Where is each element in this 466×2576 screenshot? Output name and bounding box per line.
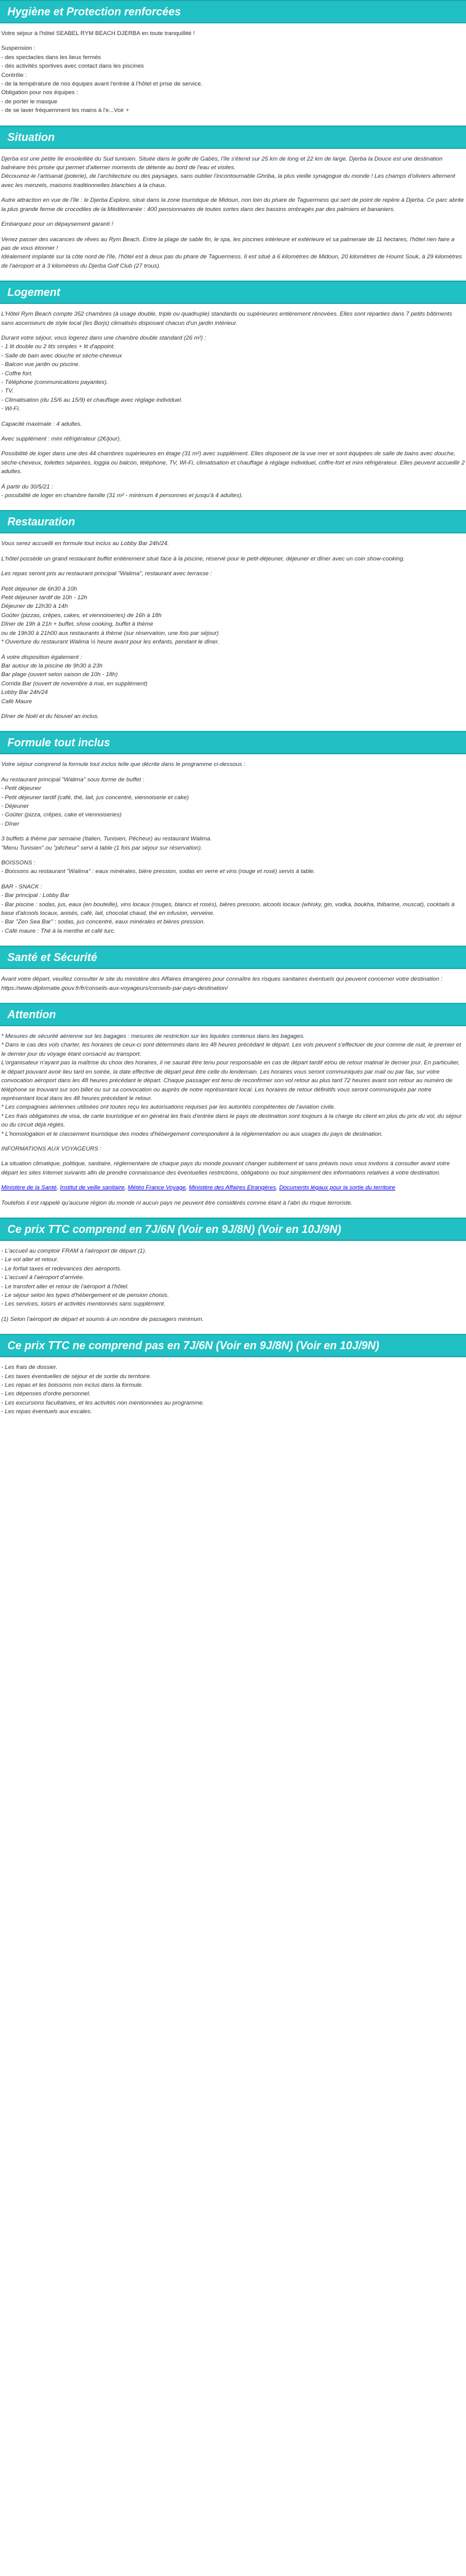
- paragraph: Votre séjour à l'hôtel SEABEL RYM BEACH DJERBA en toute tranquillité !: [1, 30, 195, 37]
- paragraph: Vous serez accueilli en formule tout inclus au Lobby Bar 24h/24.: [1, 540, 169, 548]
- link-separator: ,: [57, 1184, 60, 1192]
- info-link[interactable]: Météo France Voyage: [127, 1184, 186, 1192]
- section-body-situation: [0, 155, 466, 271]
- section-title-logement: Logement: [0, 281, 466, 304]
- section-title-inclus: Ce prix TTC comprend en 7J/6N (Voir en 9J/8N) (Voir en 10J/9N): [0, 1218, 466, 1241]
- paragraph: Embarquez pour un dépaysement garanti !: [1, 221, 113, 228]
- section-body-logement: [0, 310, 466, 500]
- paragraph: (1) Selon l'aéroport de départ et soumis à un nombre de passagers minimum.: [1, 1315, 204, 1323]
- section-title-restauration: Restauration: [0, 510, 466, 533]
- section-attention: [0, 1003, 466, 1208]
- section-sante: [0, 946, 466, 993]
- section-body-hygiene: [0, 30, 466, 116]
- paragraph: L'Hôtel Rym Beach compte 352 chambres (à usage double, triple ou quadruple) standards ou supérieures entièrement rénovées. Elles sont réparties dans 7 petits bâtiments sans ascenseurs de style local (les Borjs) climatisés disposant chacun d'un jardin intérieur.: [1, 311, 452, 327]
- info-link[interactable]: Institut de veille sanitaire: [60, 1184, 125, 1192]
- paragraph: À partir du 30/5/21 : - possibilité de loger en chambre famille (31 m² - minimum 4 personnes et jusqu'à 4 adultes).: [1, 483, 243, 500]
- paragraph: Capacité maximale : 4 adultes.: [1, 420, 82, 428]
- paragraph: 3 buffets à thème par semaine (Italien, Tunisien, Pêcheur) au restaurant Walima. "Menu Tunisien" ou "pêcheur" servi à table (1 fois par séjour sur réservation).: [1, 835, 212, 851]
- paragraph: Venez passer des vacances de rêves au Rym Beach. Entre la plage de sable fin, le spa, les piscines intérieure et extérieure et sa palmeraie de 11 hectares, l'hôtel rien faire a pas de vous étonner ! Idéalement implanté sur la côte nord de l'île, l'hôtel est à deux pas du phare de Taguermess. Il est situé à 6 kilomètres de Midoun, 20 kilomètres de Houmt Souk, à 29 kilomètres de l'aéroport et à 3 kilomètres du Djerba Golf Club (27 trous).: [1, 236, 462, 269]
- section-body-restauration: [0, 540, 466, 721]
- section-body-attention: [0, 1032, 466, 1208]
- paragraph: Toutefois il est rappelé qu'aucune région du monde ni aucun pays ne peuvent être considérés comme étant à l'abri du risque terroriste.: [1, 1199, 353, 1206]
- paragraph: BAR - SNACK : - Bar principal : Lobby Bar - Bar piscine : sodas, jus, eaux (en bouteille), vins locaux (rouges, blancs et rosés), bières pression, alcools locaux (whisky, gin, vodka, boukha, thibarine, muscat), cocktails à base d'alcools locaux, anisés, café, lait, chocolat chaud, thé en infusion, verveine. - Bar "Zen Sea Bar" : sodas, jus concentré, eaux minérales et bières pression. - Café maure : Thé à la menthe et café turc.: [1, 883, 455, 935]
- paragraph: Avec supplément : mini réfrigérateur (2€/jour).: [1, 436, 121, 442]
- section-situation: [0, 126, 466, 271]
- section-inclus: [0, 1218, 466, 1324]
- paragraph: * Mesures de sécurité aérienne sur les bagages : mesures de restriction sur les liquides contenus dans les bagages. * Dans le cas des vols charter, les horaires de ceux-ci sont déterminés dans les 48 heures précédant le départ. Les vols peuvent s'effectuer de jour comme de nuit, le premier et le dernier jour du voyage étant consacré au transport. L'organisateur n'ayant pas la maîtrise du choix des horaires, il ne saurait être tenu pour responsable en cas de départ tardif et/ou de retour matinal le dernier jour. En particulier, le départ pouvant avoir lieu tard en soirée, la date effective de départ peut être celle du lendemain. Les horaires vous seront communiqués par mail ou par fax, sur votre convocation aéroport dans les 48 heures précédant le départ. Chaque passager est tenu de reconfirmer son vol retour au plus tard 72 heures avant son retour au numéro de téléphone se trouvant sur son billet ou sur sa convocation ou auprès de notre représentant local. Les horaires de retour définitifs vous seront communiqués par notre représentant local dans les 48 heures précédant le retour. * Les compagnies aériennes utilisées ont toutes reçu les autorisations requises par les autorités compétentes de l'aviation civile. * Les frais obligatoires de visa, de carte touristique et en général les frais d'entrée dans le pays de destination sont toujours à la charge du client en plus du prix du vol, du séjour ou du circuit déjà réglés. * L'homologation et le classement touristique des modes d'hébergement correspondent à la réglementation ou aux usages du pays de destination.: [1, 1033, 462, 1138]
- section-logement: [0, 281, 466, 500]
- paragraph: - Les frais de dossier. - Les taxes éventuelles de séjour et de sortie du territoire. - Les repas et les boissons non inclus dans la formule. - Les dépenses d'ordre personnel. - Les excursions facultatives, et les activités non mentionnées au programme. - Les repas éventuels aux escales.: [1, 1364, 205, 1416]
- paragraph: Durant votre séjour, vous logerez dans une chambre double standard (26 m²) : - 1 lit double ou 2 lits simples + lit d'appoint. - Salle de bain avec douche et sèche-cheveux - Balcon vue jardin ou piscine. - Coffre fort. - Téléphone (communications payantes). - TV. - Climatisation (du 15/6 au 15/9) et chauffage avec réglage individuel. - Wi-Fi.: [1, 334, 207, 413]
- paragraph: Votre séjour comprend la formule tout inclus telle que décrite dans le programme ci-dessous :: [1, 761, 245, 768]
- section-body-noninclus: [0, 1363, 466, 1416]
- section-hygiene: [0, 0, 466, 116]
- paragraph: Petit déjeuner de 6h30 à 10h Petit déjeuner tardif de 10h - 12h Déjeuner de 12h30 à 14h Goûter (pizzas, crêpes, cakes, et viennoiseries) de 16h à 18h Dîner de 19h à 21h + buffet, show cooking, buffet à thème ou de 19h30 à 21h00 aux restaurants à thème (sur réservation, une fois par séjour) * Ouverture du restaurant Walima ½ heure avant pour les enfants, pendant le dîner.: [1, 585, 219, 646]
- section-restauration: [0, 510, 466, 721]
- paragraph: BOISSONS : - Boissons au restaurant "Walima" : eaux minérales, bière pression, sodas en verre et vins (rouge et rosé) servis à table.: [1, 859, 315, 875]
- section-body-inclus: [0, 1247, 466, 1324]
- section-body-sante: [0, 975, 466, 993]
- paragraph: Dîner de Noël et du Nouvel an inclus.: [1, 712, 99, 720]
- section-formule: [0, 731, 466, 936]
- info-link[interactable]: Ministère de la Santé: [1, 1184, 57, 1192]
- paragraph: À votre disposition également : Bar autour de la piscine de 9h30 à 23h Bar plage (ouvert selon saison de 10h - 18h) Corrida Bar (ouvert de novembre à mai, en supplément) Lobby Bar 24h/24 Café Maure: [1, 653, 148, 705]
- paragraph: Au restaurant principal "Walima" sous forme de buffet : - Petit déjeuner - Petit déjeuner tardif (café, thé, lait, jus concentré, viennoiserie et cake) - Déjeuner - Goûter (pizza, crêpes, cake et viennoiseries) - Dîner: [1, 776, 189, 827]
- section-title-sante: Santé et Sécurité: [0, 946, 466, 969]
- section-title-noninclus: Ce prix TTC ne comprend pas en 7J/6N (Voir en 9J/8N) (Voir en 10J/9N): [0, 1334, 466, 1357]
- link-separator: ,: [124, 1184, 128, 1192]
- paragraph: Autre attraction en vue de l'île : le Djerba Explore, situé dans la zone touristique de Midoun, non loin du phare de Taguermess qui sert de point de repère à Djerba. Ce parc abrite la plus grande ferme de crocodiles de la Méditerranée : 400 pensionnaires de toutes sortes dans des bassins ombragés par des palmiers et bananiers.: [1, 197, 464, 213]
- info-link[interactable]: Documents légaux pour la sortie du territoire: [279, 1184, 395, 1192]
- paragraph: La situation climatique, politique, sanitaire, réglementaire de chaque pays du monde pouvant changer subitement et sans préavis nous vous invitons à consulter avant votre départ les sites Internet suivants afin de prendre connaissance des éventuelles restrictions, obligations ou tout simplement des informations relatives à votre destination.: [1, 1160, 450, 1176]
- section-body-formule: [0, 760, 466, 936]
- link-separator: ,: [275, 1184, 280, 1192]
- info-link[interactable]: Ministère des Affaires Etrangères: [189, 1184, 276, 1192]
- paragraph: Djerba est une petite île ensoleillée du Sud tunisien. Située dans le golfe de Gabès, l'île s'étend sur 25 km de long et 22 km de large. Djerba la Douce est une destination balnéaire très prisée qui permet d'alterner moments de détente au bord de l'eau et visites. Découvrez-le l'artisanat (poterie), de l'architecture ou des paysages, sans oublier l'incontournable Ghriba, la plus vieille synagogue du monde ! Les champs d'oliviers alternent avec les menzels, maisons traditionnelles blanchies à la chaux.: [1, 155, 456, 189]
- paragraph: - L'accueil au comptoir FRAM à l'aéroport de départ (1). - Le vol aller et retour. - Le forfait taxes et redevances des aéroports. - L'accueil à l'aéroport d'arrivée. - Le transfert aller et retour de l'aéroport à l'hôtel. - Le séjour selon les types d'hébergement et de pension choisis. - Les services, loisirs et activités mentionnés sans supplément.: [1, 1247, 169, 1308]
- section-title-attention: Attention: [0, 1003, 466, 1026]
- link-separator: ,: [185, 1184, 189, 1192]
- paragraph: INFORMATIONS AUX VOYAGEURS :: [1, 1145, 102, 1152]
- paragraph: Suspension : - des spectacles dans les lieux fermés - des activités sportives avec contact dans les piscines Contrôle : - de la température de nos équipes avant l'entrée à l'hôtel et prise de service. Obligation pour nos équipes : - de porter le masque - de se laver fréquemment les mains à l'e...Voir +: [1, 45, 203, 114]
- section-noninclus: [0, 1334, 466, 1416]
- info-links: [1, 1184, 465, 1192]
- section-title-formule: Formule tout inclus: [0, 731, 466, 754]
- paragraph: Avant votre départ, veuillez consulter le site du ministère des Affaires étrangères pour connaître les risques sanitaires éventuels qui peuvent concerner votre destination : https://www.diplomatie.gouv.fr/fr/conseils-aux-voyageurs/conseils-par-pays-destination/: [1, 976, 443, 992]
- paragraph: Possibilité de loger dans une des 44 chambres supérieures en étage (31 m²) avec supplément. Elles disposent de la vue mer et sont équipées de salle de bains avec douche, sèche-cheveux, toilettes séparées, loggia ou balcon, téléphone, TV, Wi-Fi, climatisation et chauffage à réglage individuel, coffre-fort et mini réfrigérateur. Elles peuvent accueillir 2 adultes.: [1, 450, 465, 476]
- section-title-hygiene: Hygiène et Protection renforcées: [0, 0, 466, 23]
- section-title-situation: Situation: [0, 126, 466, 149]
- paragraph: Les repas seront pris au restaurant principal "Walima", restaurant avec terrasse :: [1, 570, 212, 578]
- paragraph: L'hôtel possède un grand restaurant buffet entièrement situé face à la piscine, réservé pour le petit-déjeuner, déjeuner et dîner avec un coin show-cooking.: [1, 555, 405, 562]
